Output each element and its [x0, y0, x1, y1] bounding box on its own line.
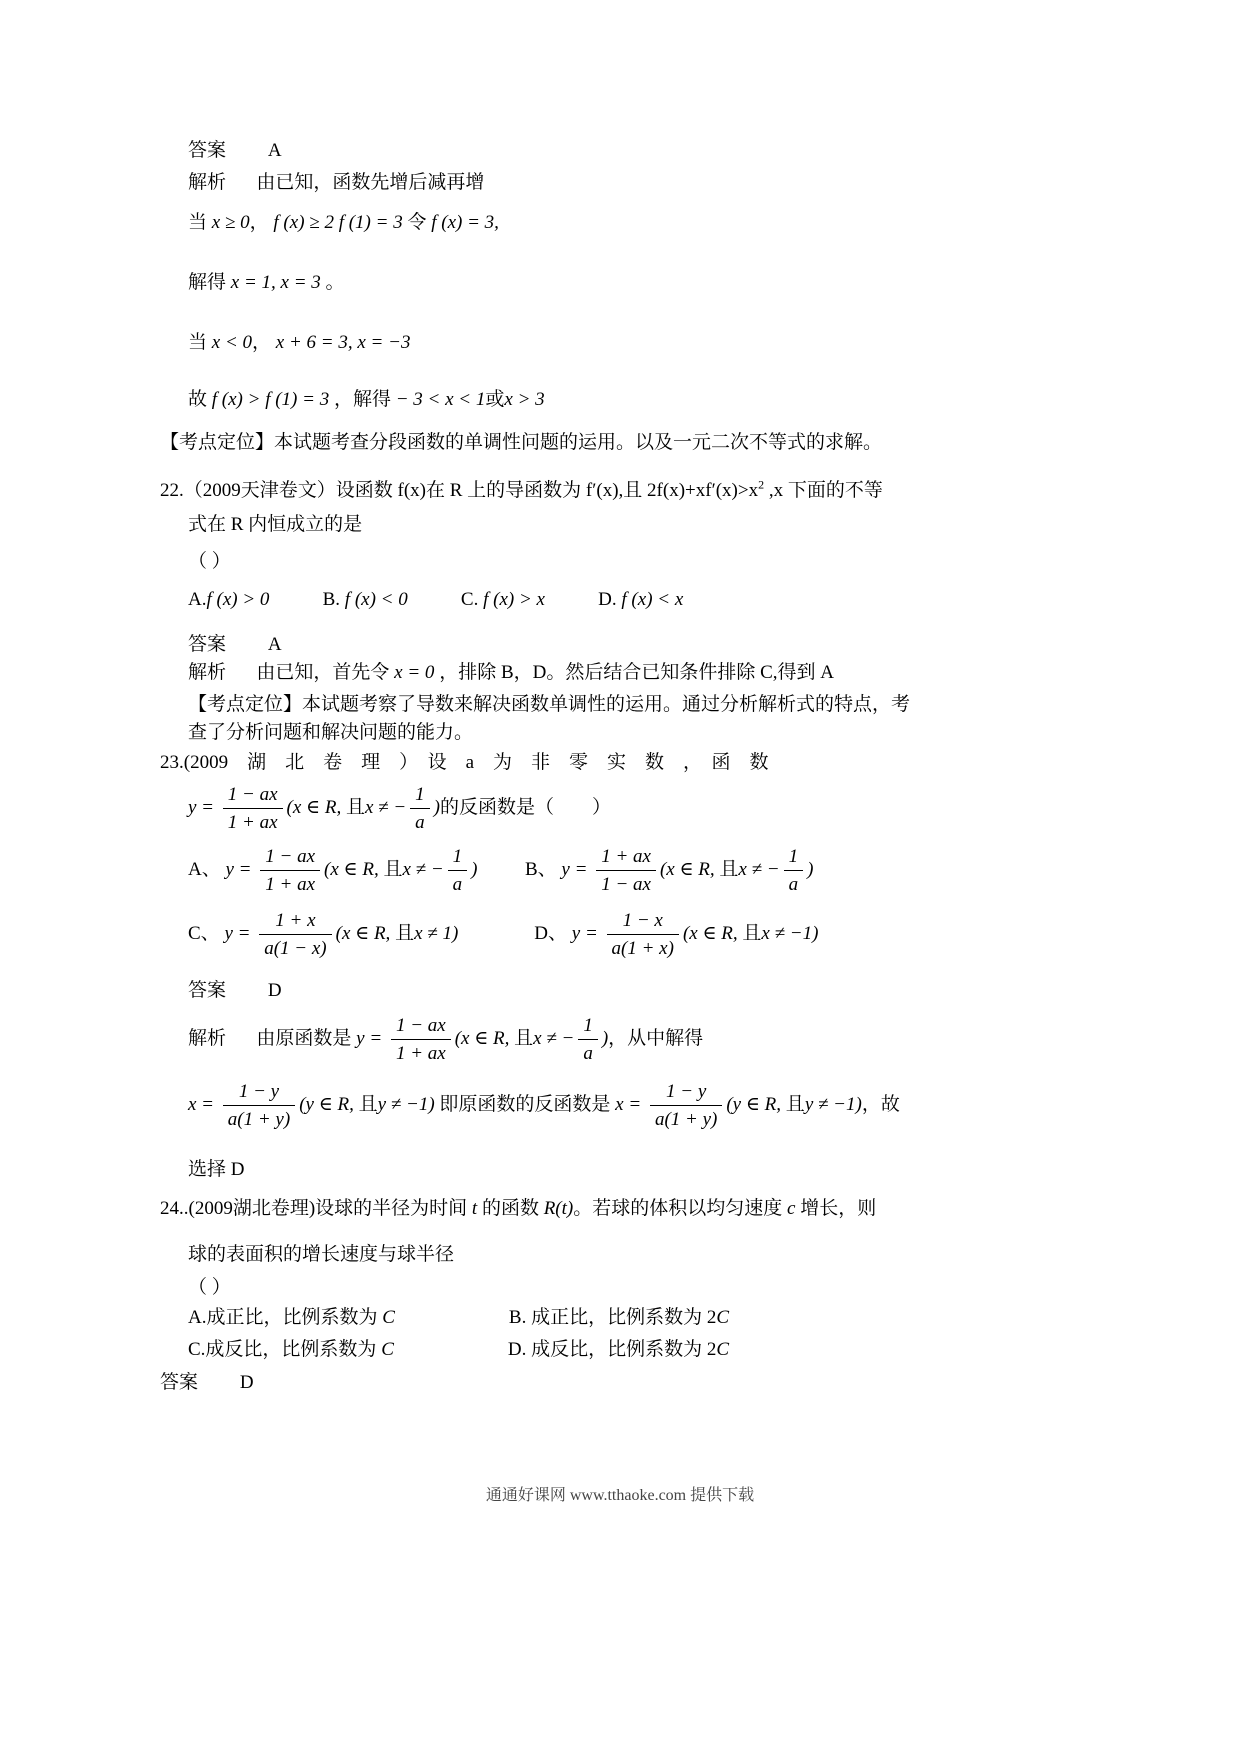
math-text: R(t) — [543, 1198, 574, 1219]
page-footer: 通通好课网 www.tthaoke.com 提供下载 — [485, 1487, 755, 1504]
text: 且 — [719, 859, 739, 880]
math-text: x ≠ − — [364, 797, 407, 818]
fraction-numerator: 1 − y — [223, 1080, 295, 1106]
fraction-numerator: 1 − x — [607, 909, 679, 935]
text: ，解得 — [329, 389, 396, 410]
math-text: (y ∈ R, — [726, 1094, 786, 1115]
math-text: x + 6 = 3, x = −3 — [275, 332, 411, 353]
math-text: C — [381, 1339, 394, 1360]
math-text: C — [382, 1307, 395, 1328]
text: 选择 D — [188, 1159, 245, 1180]
text: D — [239, 1372, 254, 1393]
math-text: y = — [561, 859, 593, 880]
math-text: x < 0 — [211, 332, 253, 353]
fraction — [578, 1014, 598, 1065]
math-text: x ≠ − — [533, 1028, 575, 1049]
text: D — [267, 980, 282, 1001]
math-text: x = 1, x = 3 — [230, 272, 321, 293]
solution-step-21c — [160, 330, 1110, 356]
analysis-line-21 — [160, 170, 1110, 196]
math-text: x = — [188, 1094, 219, 1115]
exam-point-22 — [160, 692, 1110, 718]
math-text: f (x) < x — [616, 589, 684, 610]
text: ，排除 B，D。然后结合已知条件排除 C,得到 A — [434, 662, 834, 683]
fraction — [650, 1080, 722, 1131]
math-text: C — [716, 1339, 730, 1360]
text: D、 — [534, 923, 572, 944]
math-text: (x ∈ R, — [286, 797, 346, 818]
math-text: (x ∈ R, — [454, 1028, 515, 1049]
fraction — [607, 909, 679, 960]
answer-line-21 — [160, 138, 1110, 164]
text: 且 — [514, 1028, 534, 1049]
solution-step-21b — [160, 270, 1110, 296]
fraction-numerator: 1 — [410, 783, 430, 809]
fraction-denominator: 1 + ax — [265, 874, 316, 896]
solution-step-21d — [160, 387, 1110, 413]
text: 。若球的体积以均匀速度 — [573, 1198, 788, 1219]
math-text: x ≠ − — [738, 859, 780, 880]
math-text: y = — [356, 1028, 387, 1049]
math-text: ) — [807, 859, 814, 880]
fraction-numerator: 1 − ax — [391, 1014, 451, 1040]
fraction-denominator: 1 − ax — [601, 874, 651, 896]
fraction-denominator: a — [788, 874, 799, 896]
fraction — [260, 845, 320, 896]
text: ，从中解得 — [608, 1028, 704, 1049]
math-text: x ≠ 1) — [414, 923, 459, 944]
text: 23.(2009 湖 北 卷 理 ） 设 a 为 非 零 实 数 ， 函 数 — [160, 752, 769, 773]
analysis-line-22 — [160, 660, 1110, 686]
text: A、 — [188, 859, 226, 880]
question-24-options-cd — [160, 1337, 1110, 1363]
math-text: (x ∈ R, — [659, 859, 720, 880]
math-text: y = — [225, 859, 257, 880]
superscript: 2 — [758, 477, 765, 492]
fraction — [391, 1014, 451, 1065]
answer-line-22 — [160, 632, 1110, 658]
fraction-denominator: a(1 − x) — [264, 938, 327, 960]
text: 且 — [383, 859, 403, 880]
text: 答案 — [188, 140, 227, 161]
text: 即原函数的反函数是 — [434, 1094, 616, 1115]
math-text: f (x) > f (1) = 3 — [211, 389, 330, 410]
exam-point-21 — [160, 430, 1110, 456]
text: 的反函数是（ ） — [440, 797, 612, 818]
fraction-denominator: a(1 + y) — [654, 1109, 718, 1131]
text: ，故 — [861, 1094, 900, 1115]
math-text: y ≠ −1) — [377, 1094, 435, 1115]
math-text: f (x) > x — [478, 589, 545, 610]
text: ,x 下面的不等 — [764, 480, 883, 501]
text: A — [267, 140, 282, 161]
text: 【考点定位】本试题考查分段函数的单调性问题的运用。以及一元二次不等式的求解。 — [160, 432, 883, 453]
math-text: ) — [471, 859, 478, 880]
text: 或 — [485, 389, 505, 410]
math-text: (x ∈ R, — [335, 923, 396, 944]
text: C.成反比，比例系数为 — [188, 1339, 382, 1360]
math-text: f (x) ≥ 2 f (1) = 3 — [273, 212, 403, 233]
fraction-numerator: 1 + ax — [596, 845, 656, 871]
choice-line-23 — [160, 1157, 1110, 1183]
question-22-stem-cont — [160, 512, 1110, 538]
math-text: t — [471, 1198, 478, 1219]
analysis-line-23 — [160, 1010, 1110, 1068]
text: 式在 R 内恒成立的是 — [188, 514, 363, 535]
math-text: y = — [571, 923, 603, 944]
question-24-options-ab — [160, 1305, 1110, 1331]
math-text: C — [716, 1307, 730, 1328]
fraction-numerator: 1 − ax — [223, 783, 283, 809]
text: 且 — [358, 1094, 378, 1115]
question-23-stem-cont — [160, 779, 1110, 837]
text: 由原函数是 — [256, 1028, 357, 1049]
text: 增长，则 — [795, 1198, 877, 1219]
text: 答案 — [160, 1372, 199, 1393]
math-text: x = 0 — [394, 662, 435, 683]
question-24-stem — [160, 1196, 1110, 1222]
question-24-stem-cont — [160, 1242, 1110, 1268]
question-22-stem — [160, 478, 1110, 504]
text: D. — [598, 589, 617, 610]
text: 答案 — [188, 634, 227, 655]
fraction-denominator: 1 + ax — [395, 1043, 446, 1065]
math-text: (x ∈ R, — [682, 923, 743, 944]
math-text: ) — [601, 1028, 609, 1049]
math-text: f (x) < 0 — [340, 589, 408, 610]
text: 解析 — [188, 172, 227, 193]
fraction — [596, 845, 656, 896]
text: 且 — [395, 923, 415, 944]
text: 当 — [188, 212, 212, 233]
fraction-numerator: 1 — [578, 1014, 598, 1040]
math-text: c — [787, 1198, 796, 1219]
text: D. 成反比，比例系数为 2 — [507, 1339, 717, 1360]
fraction-denominator: a — [583, 1043, 593, 1065]
question-23-stem — [160, 750, 1110, 776]
text: ， — [252, 332, 276, 353]
fraction-denominator: a(1 + y) — [227, 1109, 291, 1131]
text: 查了分析问题和解决问题的能力。 — [188, 722, 474, 743]
text: 答案 — [188, 980, 227, 1001]
text: B. — [322, 589, 341, 610]
text: 24..(2009湖北卷理)设球的半径为时间 — [160, 1198, 472, 1219]
question-22-options — [160, 587, 1110, 613]
answer-line-24 — [160, 1370, 1110, 1396]
text: 令 — [402, 212, 432, 233]
document-content — [160, 138, 1110, 1396]
question-23-options-cd — [160, 905, 1110, 963]
fraction — [448, 845, 468, 896]
text: 且 — [742, 923, 762, 944]
text: 【考点定位】本试题考察了导数来解决函数单调性的运用。通过分析解析式的特点，考 — [188, 694, 911, 715]
fraction — [410, 783, 430, 834]
text: （ ） — [188, 551, 231, 572]
solution-step-21a — [160, 210, 1110, 236]
fraction-denominator: a — [452, 874, 463, 896]
math-text: x ≠ −1) — [761, 923, 819, 944]
math-text: x > 3 — [504, 389, 545, 410]
text: 22.（2009天津卷文）设函数 f(x)在 R 上的导函数为 f′(x),且 2f(x)+xf′(x)>x — [160, 480, 759, 501]
text: 的函数 — [477, 1198, 544, 1219]
text: ， — [249, 212, 274, 233]
fraction — [223, 1080, 295, 1131]
text: 。 — [320, 272, 345, 293]
math-text: (y ∈ R, — [299, 1094, 359, 1115]
question-23-options-ab — [160, 841, 1110, 899]
fraction-numerator: 1 + x — [259, 909, 331, 935]
math-text: x ≥ 0 — [211, 212, 250, 233]
text: A.成正比，比例系数为 — [188, 1307, 383, 1328]
text: A. — [188, 589, 207, 610]
fraction-denominator: a — [415, 812, 425, 834]
text: 球的表面积的增长速度与球半径 — [188, 1244, 455, 1265]
text: A — [267, 634, 282, 655]
fraction-numerator: 1 − ax — [260, 845, 320, 871]
math-text: y = — [188, 797, 219, 818]
fraction-denominator: 1 + ax — [227, 812, 278, 834]
question-22-blank — [160, 549, 1110, 575]
solution-step-23 — [160, 1076, 1110, 1134]
exam-point-22-cont — [160, 720, 1110, 746]
math-text: − 3 < x < 1 — [395, 389, 486, 410]
math-text: f (x) > 0 — [206, 589, 270, 610]
text: 由已知，首先令 — [256, 662, 395, 683]
text: 解得 — [188, 272, 231, 293]
math-text: ) — [433, 797, 440, 818]
math-text: y = — [224, 923, 256, 944]
text: 故 — [188, 389, 212, 410]
fraction-numerator: 1 — [448, 845, 468, 871]
fraction — [223, 783, 283, 834]
text: 解析 — [188, 1028, 227, 1049]
text: C. — [460, 589, 479, 610]
text: B. 成正比，比例系数为 2 — [508, 1307, 717, 1328]
math-text: x ≠ − — [402, 859, 444, 880]
math-text: f (x) = 3, — [431, 212, 499, 233]
text: 且 — [345, 797, 365, 818]
answer-line-23 — [160, 978, 1110, 1004]
text: 解析 — [188, 662, 227, 683]
fraction-denominator: a(1 + x) — [611, 938, 674, 960]
text: （ ） — [188, 1277, 231, 1298]
math-text: y ≠ −1) — [804, 1094, 862, 1115]
text: 且 — [785, 1094, 805, 1115]
fraction-numerator: 1 — [784, 845, 804, 871]
math-text: (x ∈ R, — [324, 859, 384, 880]
fraction-numerator: 1 − y — [650, 1080, 722, 1106]
math-text: x = — [615, 1094, 646, 1115]
text: 当 — [188, 332, 212, 353]
fraction — [784, 845, 804, 896]
question-24-blank — [160, 1275, 1110, 1301]
text: B、 — [524, 859, 562, 880]
fraction — [259, 909, 331, 960]
text: C、 — [188, 923, 225, 944]
text: 由已知，函数先增后减再增 — [256, 172, 485, 193]
